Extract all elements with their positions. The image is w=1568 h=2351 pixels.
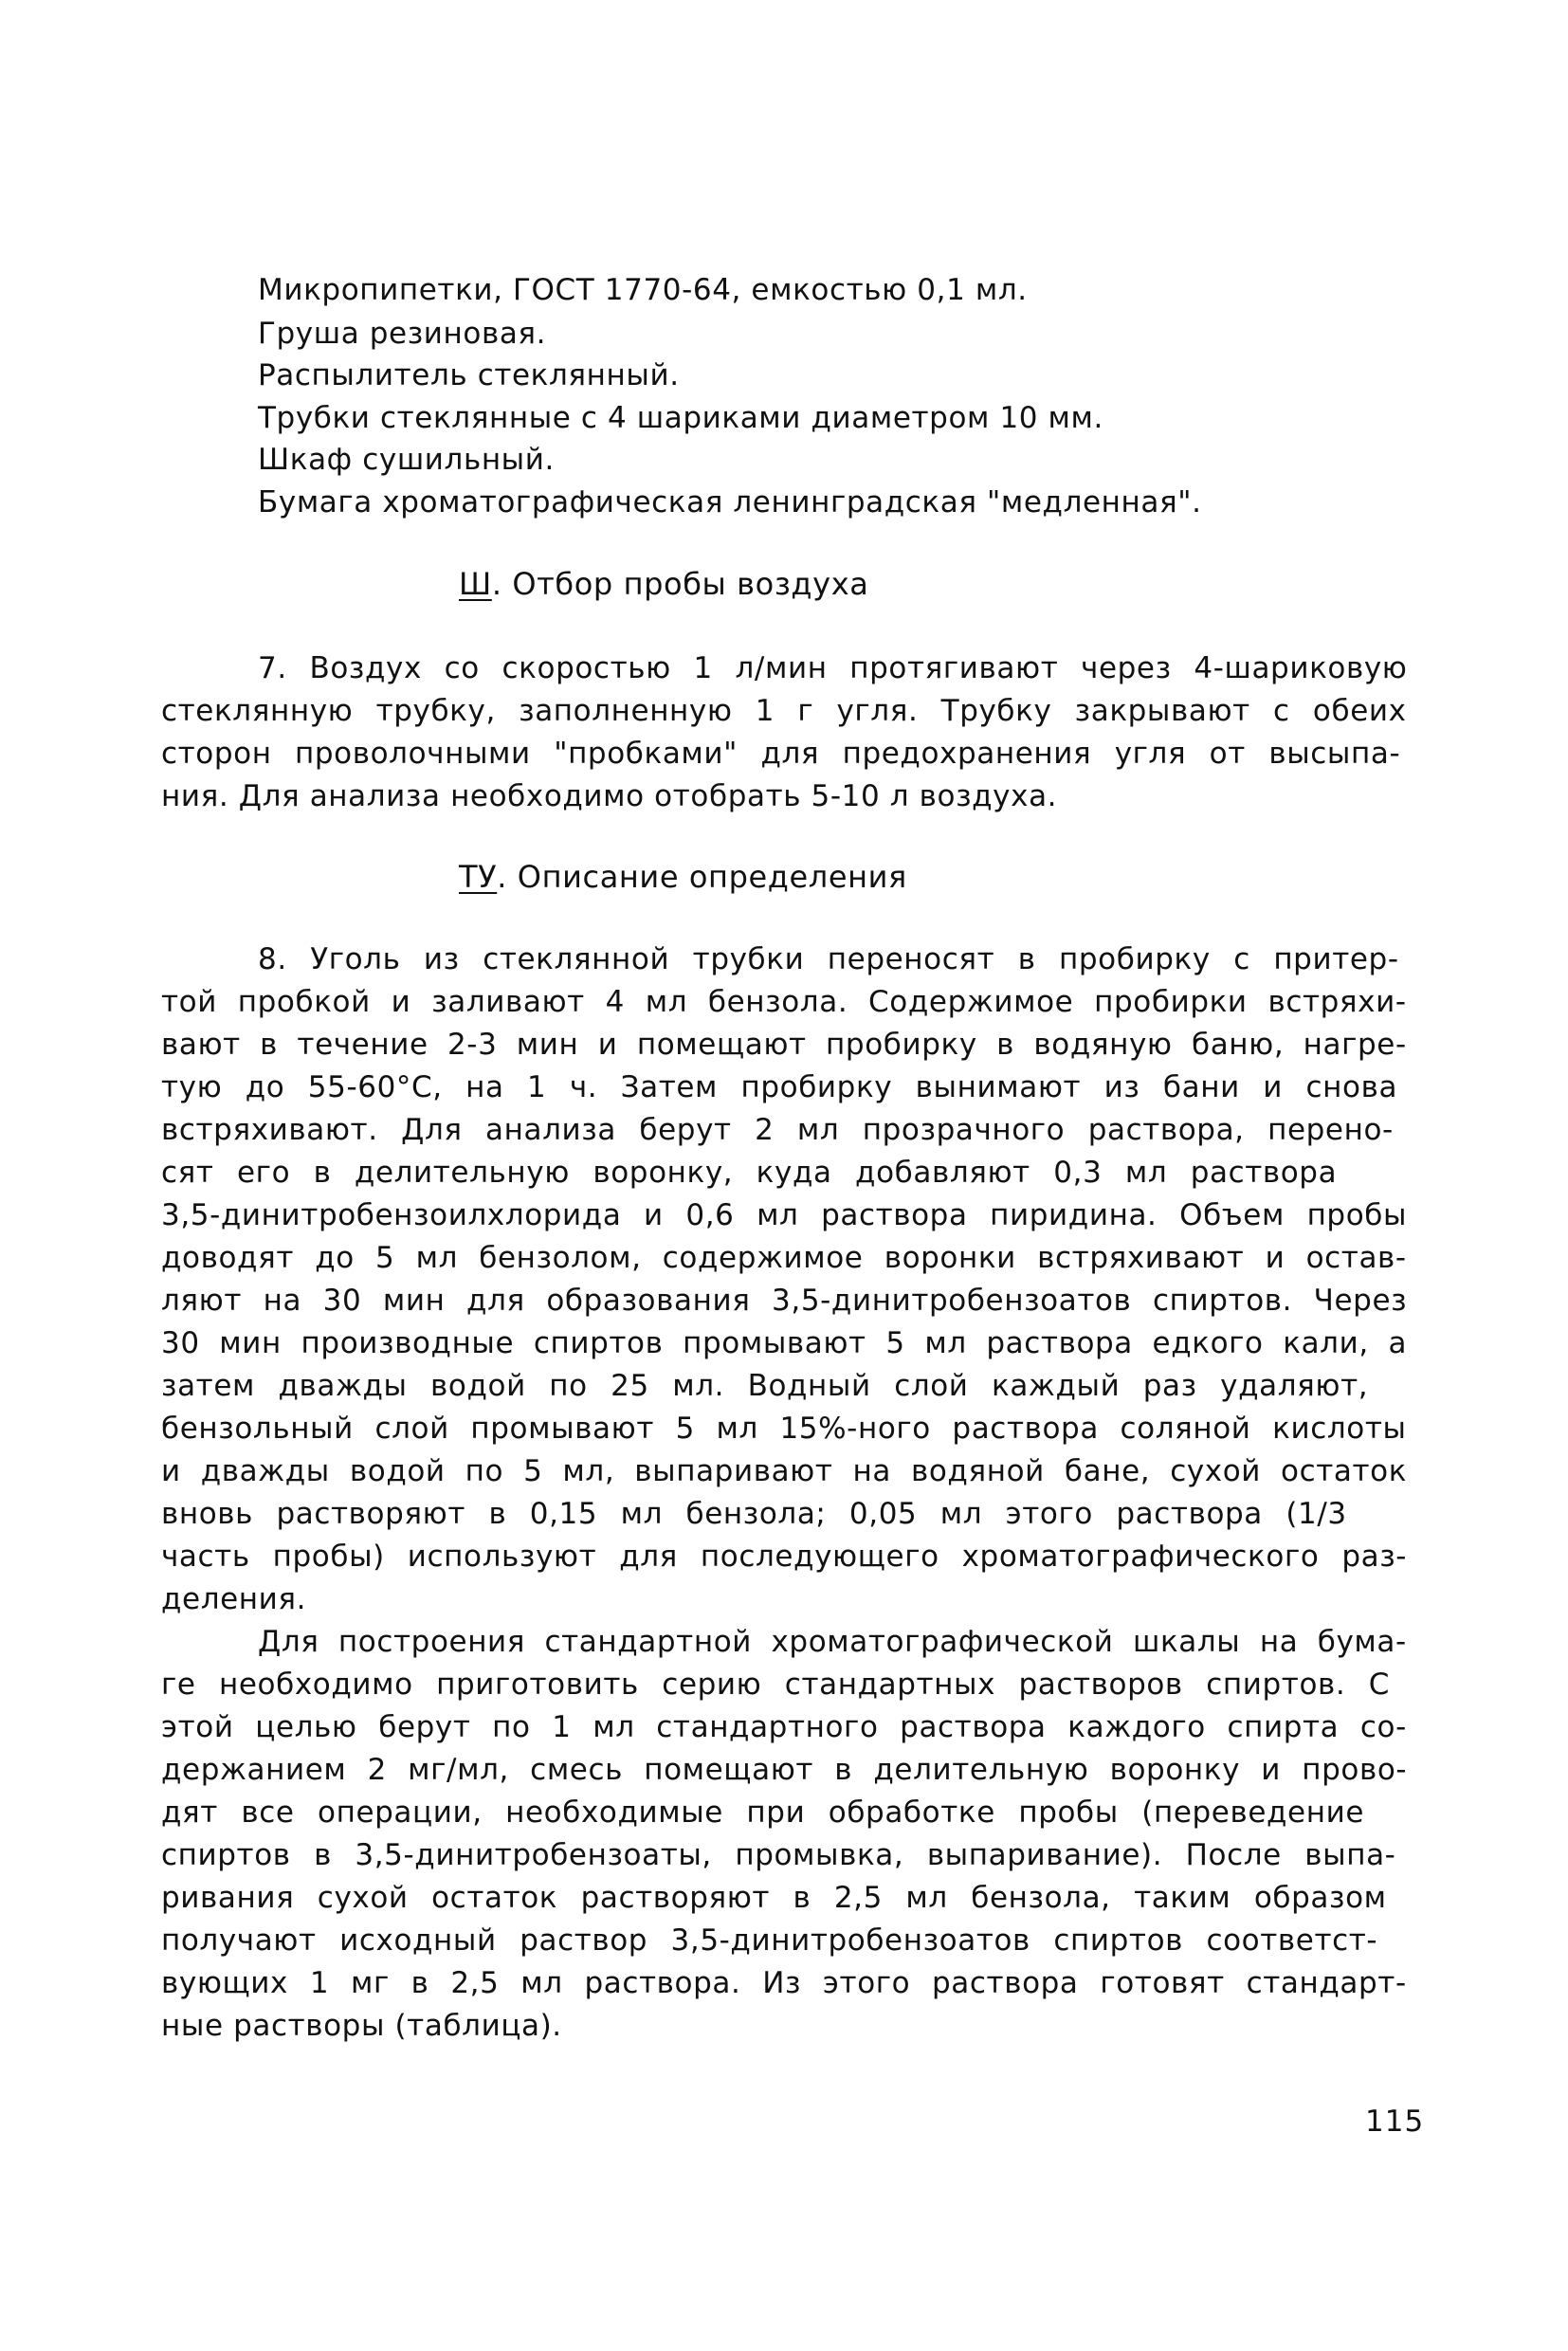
section-title: . Отбор пробы воздуха bbox=[491, 566, 869, 602]
section-heading-4 bbox=[459, 857, 907, 897]
list-item: Трубки стеклянные с 4 шариками диаметром 10 мм. bbox=[258, 401, 1103, 435]
text-line: встряхивают. Для анализа берут 2 мл прозрачного раствора, перено- bbox=[161, 1113, 1394, 1147]
text-line: часть пробы) используют для последующего хроматографического раз- bbox=[161, 1540, 1408, 1574]
text-line: ляют на 30 мин для образования 3,5-динитробензоатов спиртов. Через bbox=[161, 1284, 1408, 1318]
list-item: Бумага хроматографическая ленинградская "медленная". bbox=[258, 485, 1202, 519]
text-line: стеклянную трубку, заполненную 1 г угля. Трубку закрывают с обеих bbox=[161, 694, 1407, 728]
text-line: 3,5-динитробензоилхлорида и 0,6 мл раствора пиридина. Объем пробы bbox=[161, 1198, 1408, 1232]
list-item: Распылитель стеклянный. bbox=[258, 358, 680, 392]
text-line: той пробкой и заливают 4 мл бензола. Содержимое пробирки встряхи- bbox=[161, 985, 1407, 1019]
list-item: Шкаф сушильный. bbox=[258, 443, 555, 477]
text-line: ния. Для анализа необходимо отобрать 5-10 л воздуха. bbox=[161, 779, 1058, 813]
text-line: спиртов в 3,5-динитробензоаты, промывка, выпаривание). После выпа- bbox=[161, 1838, 1396, 1872]
text-line: ге необходимо приготовить серию стандартных растворов спиртов. С bbox=[161, 1668, 1391, 1702]
text-line: держанием 2 мг/мл, смесь помещают в делительную воронку и прово- bbox=[161, 1753, 1408, 1787]
list-item: Микропипетки, ГОСТ 1770-64, емкостью 0,1 мл. bbox=[258, 273, 1028, 307]
text-line: и дважды водой по 5 мл, выпаривают на водяной бане, сухой остаток bbox=[161, 1454, 1408, 1488]
text-line: сторон проволочными "пробками" для предохранения угля от высыпа- bbox=[161, 737, 1401, 771]
list-item: Груша резиновая. bbox=[258, 317, 547, 351]
text-line: дят все операции, необходимые при обработке пробы (переведение bbox=[161, 1795, 1365, 1830]
text-line: Для построения стандартной хроматографической шкалы на бума- bbox=[258, 1625, 1407, 1659]
section-title: . Описание определения bbox=[497, 859, 907, 895]
text-line: 30 мин производные спиртов промывают 5 мл раствора едкого кали, а bbox=[161, 1326, 1408, 1360]
text-line: тую до 55-60°С, на 1 ч. Затем пробирку вынимают из бани и снова bbox=[161, 1070, 1398, 1104]
text-line: доводят до 5 мл бензолом, содержимое воронки встряхивают и остав- bbox=[161, 1241, 1407, 1275]
text-line: этой целью берут по 1 мл стандартного раствора каждого спирта со- bbox=[161, 1710, 1407, 1744]
text-line: ные растворы (таблица). bbox=[161, 2009, 562, 2043]
text-line: вают в течение 2-3 мин и помещают пробирку в водяную баню, нагре- bbox=[161, 1028, 1407, 1062]
page-number: 115 bbox=[1365, 2105, 1425, 2139]
section-numeral: Ш bbox=[459, 566, 492, 602]
section-heading-3 bbox=[459, 564, 868, 604]
text-line: сят его в делительную воронку, куда добавляют 0,3 мл раствора bbox=[161, 1156, 1338, 1190]
text-line: получают исходный раствор 3,5-динитробензоатов спиртов соответст- bbox=[161, 1923, 1378, 1958]
text-line: деления. bbox=[161, 1582, 307, 1616]
text-line: бензольный слой промывают 5 мл 15%-ного раствора соляной кислоты bbox=[161, 1412, 1407, 1446]
text-line: ривания сухой остаток растворяют в 2,5 мл бензола, таким образом bbox=[161, 1881, 1387, 1915]
text-line: 7. Воздух со скоростью 1 л/мин протягивают через 4-шариковую bbox=[258, 651, 1408, 685]
text-line: затем дважды водой по 25 мл. Водный слой каждый раз удаляют, bbox=[161, 1369, 1369, 1403]
text-line: 8. Уголь из стеклянной трубки переносят в пробирку с притер- bbox=[258, 942, 1399, 976]
text-line: вновь растворяют в 0,15 мл бензола; 0,05 мл этого раствора (1/3 bbox=[161, 1497, 1347, 1531]
text-line: вующих 1 мг в 2,5 мл раствора. Из этого раствора готовят стандарт- bbox=[161, 1966, 1407, 2000]
section-numeral: ТУ bbox=[459, 859, 498, 895]
